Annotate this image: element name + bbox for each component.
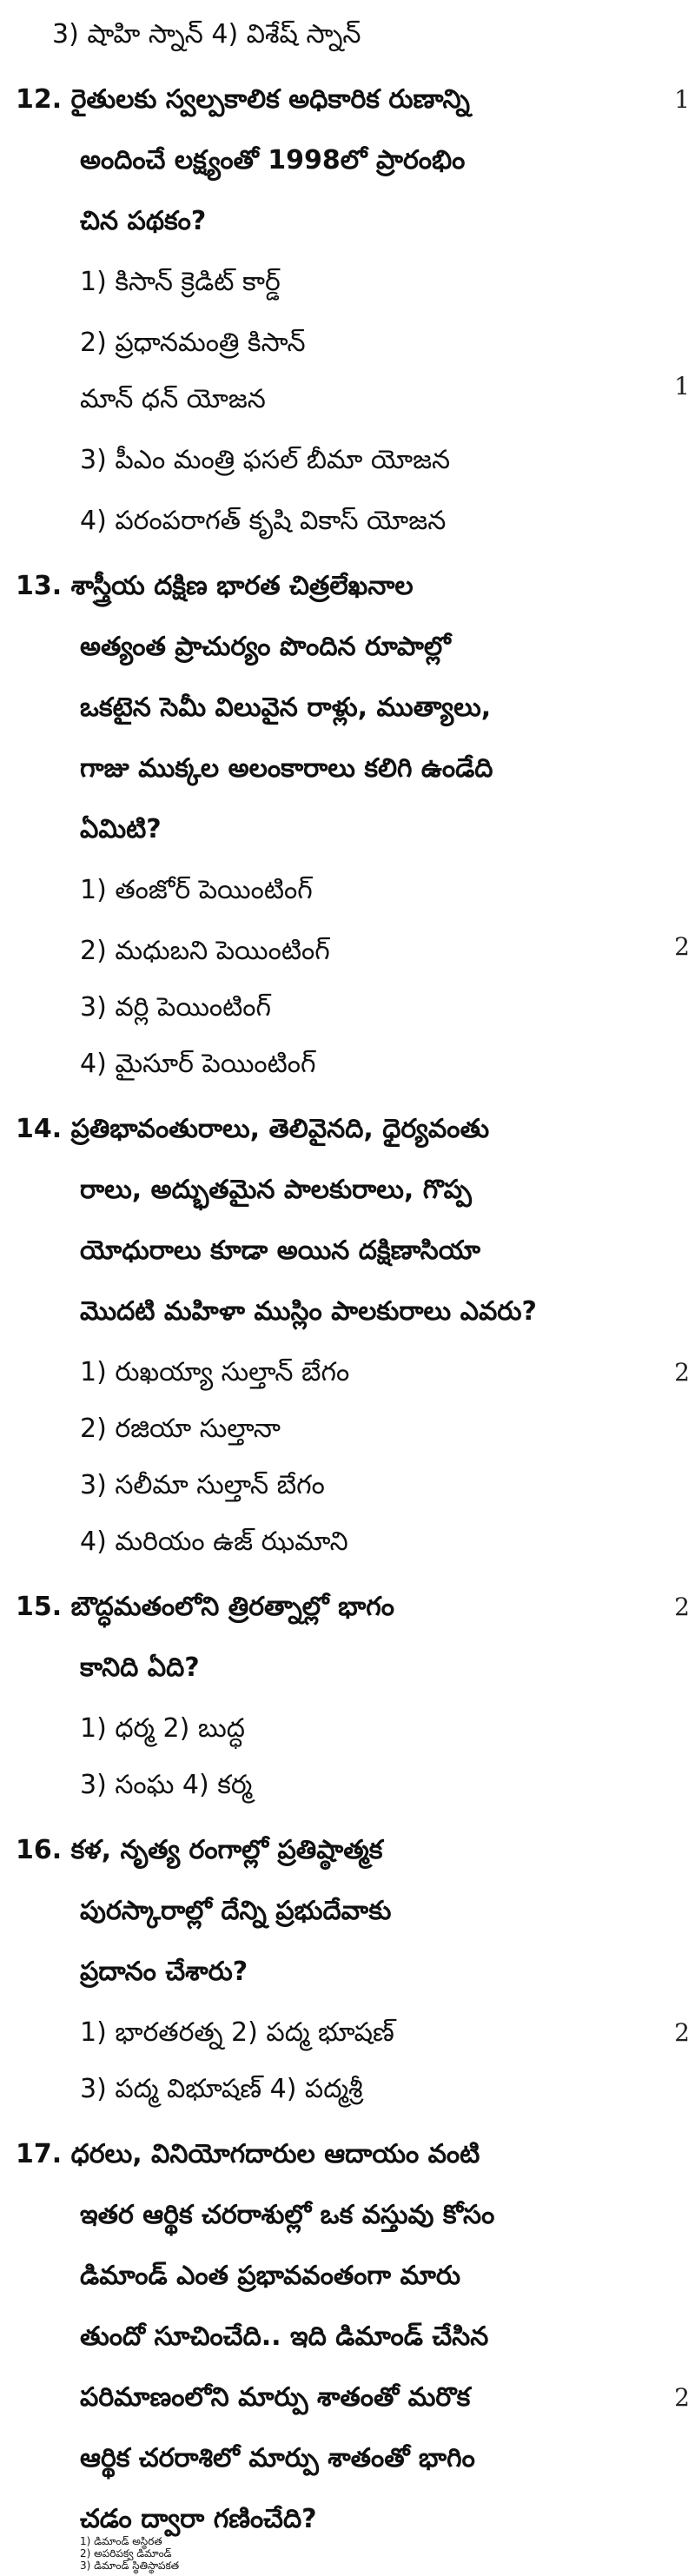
text-line: 2) రజియా సుల్తానా: [80, 1414, 281, 1444]
option-line: 1) డిమాండ్ అస్థిరత: [80, 2535, 162, 2547]
text-line: 4) మైసూర్ పెయింటింగ్: [80, 1049, 316, 1079]
margin-number: 1: [674, 372, 690, 401]
text-line: 15. బౌద్ధమతంలోని త్రిరత్నాల్లో భాగం: [16, 1592, 394, 1622]
text-line: 2) మధుబని పెయింటింగ్: [80, 936, 330, 966]
text-line: 1) రుఖయ్యా సుల్తాన్ బేగం: [80, 1357, 350, 1387]
text-line: పరిమాణంలోని మార్పు శాతంతో మరొక: [80, 2382, 471, 2413]
margin-number: 2: [674, 1358, 690, 1387]
text-line: డిమాండ్ ఎంత ప్రభావవంతంగా మారు: [80, 2261, 461, 2291]
text-line: గాజు ముక్కల అలంకారాలు కలిగి ఉండేది: [80, 753, 493, 784]
text-line: ఆర్థిక చరరాశిలో మార్పు శాతంతో భాగిం: [80, 2443, 475, 2473]
margin-number: 2: [674, 932, 690, 961]
text-line: 17. ధరలు, వినియోగదారుల ఆదాయం వంటి: [16, 2139, 480, 2169]
text-line: 12. రైతులకు స్వల్పకాలిక అధికారిక రుణాన్ని: [16, 84, 470, 115]
text-line: 1) తంజోర్ పెయింటింగ్: [80, 875, 313, 905]
text-line: ఇతర ఆర్థిక చరరాశుల్లో ఒక వస్తువు కోసం: [80, 2200, 495, 2230]
margin-number: 2: [674, 2383, 690, 2412]
text-line: ఒకటైన సెమీ విలువైన రాళ్లు, ముత్యాలు,: [80, 692, 492, 723]
text-line: 16. కళ, నృత్య రంగాల్లో ప్రతిష్ఠాత్మక: [16, 1835, 383, 1865]
text-line: చడం ద్వారా గణించేది?: [80, 2504, 317, 2534]
text-line: మాన్ ధన్ యోజన: [80, 384, 266, 414]
text-line: 1) ధర్మ 2) బుద్ధ: [80, 1713, 245, 1744]
text-line: 3) సలీమా సుల్తాన్ బేగం: [80, 1470, 325, 1500]
text-line: 1) కిసాన్ క్రెడిట్ కార్డ్: [80, 267, 281, 297]
text-line: ప్రదానం చేశారు?: [80, 1957, 248, 1987]
option-line: 3) డిమాండ్ స్థితిస్థాపకత: [80, 2559, 180, 2572]
text-line: 14. ప్రతిభావంతురాలు, తెలివైనది, ధైర్యవంతు: [16, 1114, 490, 1144]
text-line: అందించే లక్ష్యంతో 1998లో ప్రారంభిం: [80, 145, 466, 175]
text-line: 2) ప్రధానమంత్రి కిసాన్: [80, 328, 306, 358]
text-line: యోధురాలు కూడా అయిన దక్షిణాసియా: [80, 1235, 480, 1266]
text-line: 3) పద్మ విభూషణ్ 4) పద్మశ్రీ: [80, 2074, 363, 2104]
margin-number: 2: [674, 2018, 690, 2047]
text-line: 13. శాస్త్రీయ దక్షిణ భారత చిత్రలేఖనాల: [16, 571, 414, 601]
option-line: 2) అపరిపక్వ డిమాండ్: [80, 2547, 172, 2559]
text-line: 4) మరియం ఉజ్ ఝమాని: [80, 1526, 348, 1557]
text-line: రాలు, అద్భుతమైన పాలకురాలు, గొప్ప: [80, 1175, 472, 1205]
text-line: మొదటి మహిళా ముస్లిం పాలకురాలు ఎవరు?: [80, 1296, 537, 1327]
text-line: 3) సంఘ 4) కర్మ: [80, 1770, 253, 1800]
text-line: 3) వర్లి పెయింటింగ్: [80, 992, 271, 1023]
text-line: 4) పరంపరాగత్ కృషి వికాస్ యోజన: [80, 506, 447, 536]
text-line: కానిది ఏది?: [80, 1652, 200, 1683]
margin-number: 2: [674, 1593, 690, 1621]
text-line: తుందో సూచించేది.. ఇది డిమాండ్ చేసిన: [80, 2321, 489, 2352]
text-line: అత్యంత ప్రాచుర్యం పొందిన రూపాల్లో: [80, 632, 451, 662]
text-line: 3) షాహి స్నాన్ 4) విశేష్ స్నాన్: [52, 19, 361, 50]
margin-number: 1: [674, 85, 690, 114]
text-line: పురస్కారాల్లో దేన్ని ప్రభుదేవాకు: [80, 1896, 392, 1926]
text-line: 3) పీఎం మంత్రి ఫసల్ బీమా యోజన: [80, 445, 451, 475]
text-line: ఏమిటి?: [80, 814, 162, 844]
text-line: 1) భారతరత్న 2) పద్మ భూషణ్: [80, 2017, 394, 2048]
text-line: చిన పథకం?: [80, 206, 207, 236]
